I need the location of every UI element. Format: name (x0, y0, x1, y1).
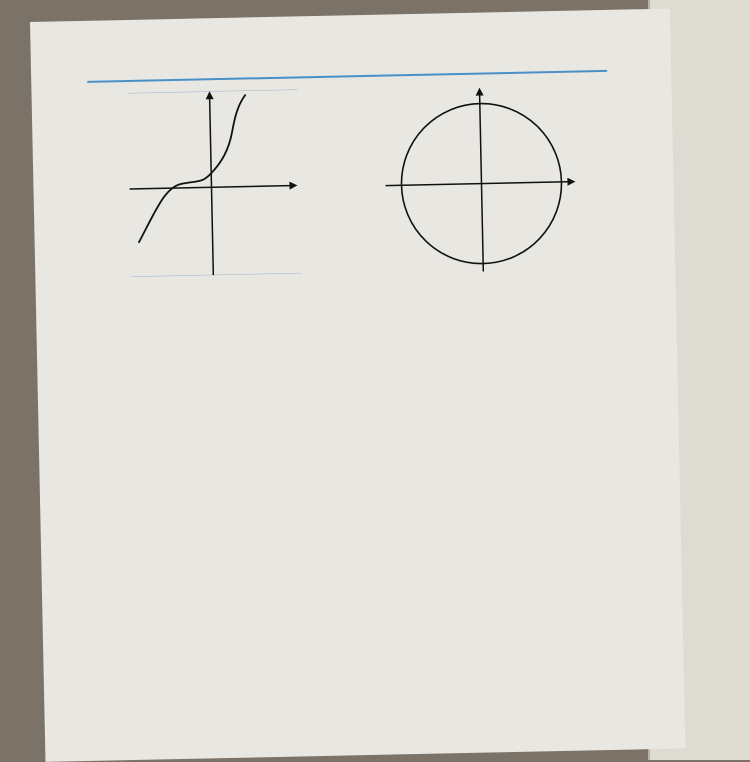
x-arrow-icon (567, 178, 575, 186)
curve-147 (136, 95, 249, 243)
x-axis-147 (130, 186, 290, 189)
header-rule (87, 70, 607, 83)
left-page (30, 9, 685, 762)
figure-148 (383, 86, 579, 274)
grid-147 (128, 89, 302, 277)
y-arrow-icon (205, 91, 213, 99)
x-arrow-icon (289, 181, 297, 189)
x-axis-148 (386, 182, 568, 186)
y-arrow-icon (475, 88, 483, 96)
figure-147 (128, 89, 302, 277)
y-axis-148 (480, 94, 484, 272)
y-axis-147 (210, 97, 214, 275)
